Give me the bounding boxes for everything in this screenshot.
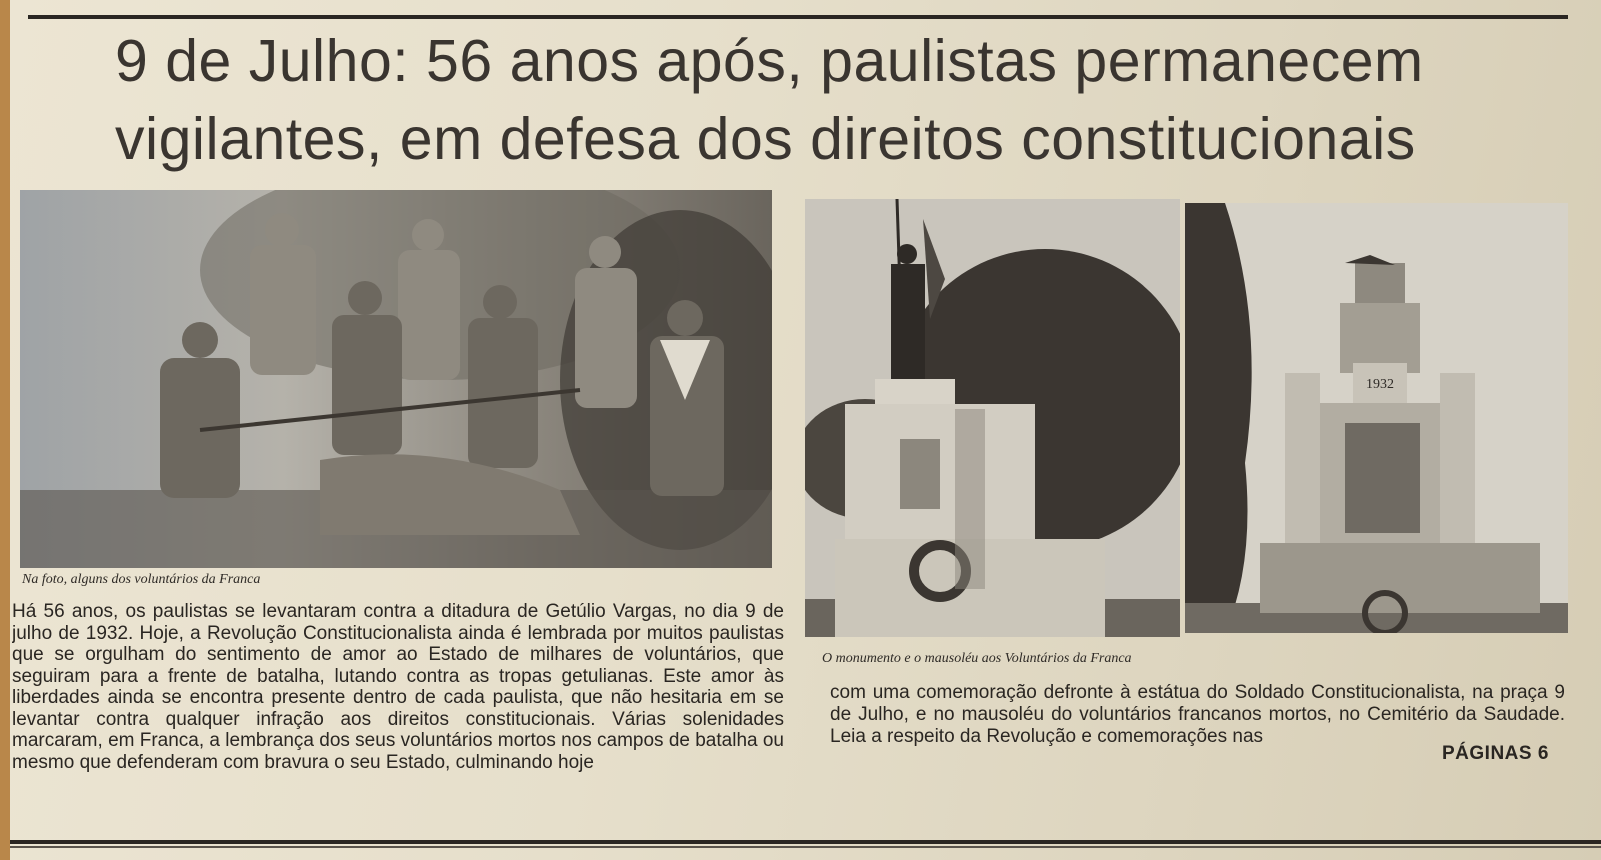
monument-caption: O monumento e o mausoléu aos Voluntários da Franca xyxy=(822,651,1132,666)
body-text-right: com uma comemoração defronte à estátua do Soldado Constitucionalista, na praça 9 de Julho, e no mausoléu do voluntários francanos mortos, no Cemitério da Saudade. Leia a respeito da Revolução e comemorações nas xyxy=(830,682,1565,747)
bottom-rule xyxy=(10,840,1601,844)
top-rule xyxy=(28,15,1568,19)
bottom-rule-thin xyxy=(10,846,1601,848)
headline: 9 de Julho: 56 anos após, paulistas permanecem vigilantes, em defesa dos direitos constitucionais xyxy=(115,28,1424,172)
monument-photo xyxy=(805,199,1180,637)
newspaper-page xyxy=(10,0,1601,860)
mausoleum-photo xyxy=(1185,203,1568,633)
body-text-left: Há 56 anos, os paulistas se levantaram contra a ditadura de Getúlio Vargas, no dia 9 de julho de 1932. Hoje, a Revolução Constitucionalista ainda é lembrada por muitos paulistas que se orgulham do sentimento de amor ao Estado de milhares de voluntários, que seguiram para a frente de batalha, lutando contra as tropas getulianas. Este amor às liberdades ainda se encontra presente dentro de cada paulista, que não hesitaria em se levantar contra qualquer infração aos direitos constitucionais. Várias solenidades marcaram, em Franca, a lembrança dos seus voluntários mortos nos campos de batalha ou mesmo que defenderam com bravura o seu Estado, culminando hoje xyxy=(12,601,784,773)
volunteers-caption: Na foto, alguns dos voluntários da Franca xyxy=(22,572,261,587)
volunteers-photo xyxy=(20,190,772,568)
pages-reference: PÁGINAS 6 xyxy=(1442,743,1549,764)
monument-inscription: 1932 xyxy=(1366,377,1394,392)
